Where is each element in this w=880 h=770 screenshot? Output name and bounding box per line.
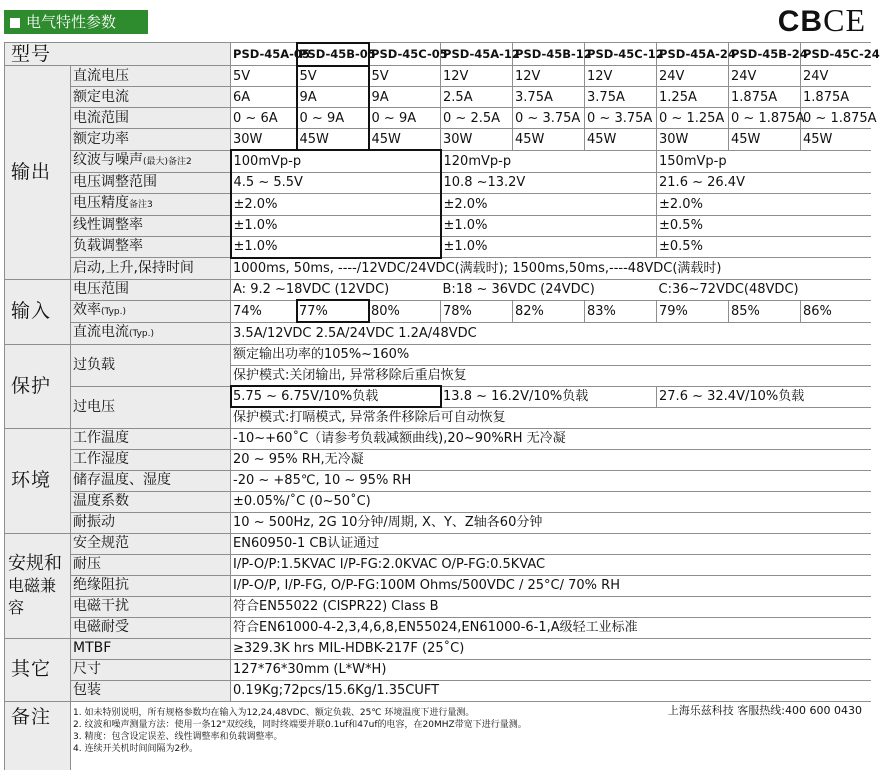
value-cell: 3.75A <box>585 87 657 108</box>
row-label: 耐振动 <box>71 512 231 533</box>
row-label-note: (Typ.) <box>129 328 155 339</box>
row-label-note: (最大)备注2 <box>143 156 192 167</box>
value-cell: 保护模式:关闭输出, 异常移除后重启恢复 <box>231 365 871 386</box>
value-cell: C:36~72VDC(48VDC) <box>657 279 871 300</box>
value-cell: 79% <box>657 300 729 322</box>
section-title: 电气特性参数 <box>26 13 117 31</box>
value-cell: 30W <box>231 129 297 151</box>
row-label-text: 直流电流 <box>73 323 129 340</box>
row-label: 电流范围 <box>71 108 231 129</box>
row-label: 电磁干扰 <box>71 596 231 617</box>
value-cell: 21.6 ~ 26.4V <box>657 172 871 193</box>
value-cell: 45W <box>513 129 585 151</box>
model-cell: PSD-45B-05 <box>297 43 369 66</box>
table-row <box>5 258 871 280</box>
value-cell: 符合EN61000-4-2,3,4,6,8,EN55024,EN61000-6-1,A级轻工业标准 <box>231 617 871 638</box>
value-cell: 0.19Kg;72pcs/15.6Kg/1.35CUFT <box>231 680 871 701</box>
value-cell: ±0.05%/˚C (0~50˚C) <box>231 491 871 512</box>
value-cell: 77% <box>297 300 369 322</box>
value-cell: 86% <box>801 300 871 322</box>
value-cell: 0 ~ 1.875A <box>729 108 801 129</box>
table-row <box>5 129 871 151</box>
value-cell: ±2.0% <box>657 193 871 215</box>
table-row <box>5 279 871 300</box>
table-row <box>5 659 871 680</box>
row-label: 负载调整率 <box>71 236 231 258</box>
value-cell: 12V <box>513 66 585 87</box>
table-row <box>5 491 871 512</box>
model-cell: PSD-45C-05 <box>369 43 441 66</box>
value-cell: 120mVp-p <box>441 150 657 172</box>
model-cell: PSD-45B-12 <box>513 43 585 66</box>
cb-logo: CB <box>777 5 824 38</box>
value-cell: 5V <box>369 66 441 87</box>
value-cell: 0 ~ 9A <box>297 108 369 129</box>
model-cell: PSD-45A-12 <box>441 43 513 66</box>
ce-logo: CE <box>823 2 866 38</box>
value-cell: -20 ~ +85℃, 10 ~ 95% RH <box>231 470 871 491</box>
table-row <box>5 87 871 108</box>
value-cell: 1000ms, 50ms, ----/12VDC/24VDC(满载时); 1500ms,50ms,----48VDC(满载时) <box>231 258 871 280</box>
value-cell: 13.8 ~ 16.2V/10%负载 <box>441 386 657 407</box>
value-cell: 4.5 ~ 5.5V <box>231 172 441 193</box>
value-cell: 27.6 ~ 32.4V/10%负载 <box>657 386 871 407</box>
row-label: 电磁耐受 <box>71 617 231 638</box>
category-safety-emc <box>5 533 71 638</box>
value-cell: 12V <box>441 66 513 87</box>
value-cell: I/P-O/P, I/P-FG, O/P-FG:100M Ohms/500VDC / 25°C/ 70% RH <box>231 575 871 596</box>
row-label: 电压范围 <box>71 279 231 300</box>
value-cell: 45W <box>369 129 441 151</box>
value-cell: 5V <box>231 66 297 87</box>
category-protection: 保护 <box>5 344 71 428</box>
table-row <box>5 150 871 172</box>
model-cell: PSD-45A-24 <box>657 43 729 66</box>
value-cell: -10~+60˚C（请参考负载减额曲线),20~90%RH 无冷凝 <box>231 428 871 449</box>
value-cell: 2.5A <box>441 87 513 108</box>
table-row <box>5 512 871 533</box>
value-cell: 24V <box>801 66 871 87</box>
value-cell: 85% <box>729 300 801 322</box>
table-row <box>5 575 871 596</box>
value-cell: 45W <box>297 129 369 151</box>
table-row <box>5 43 871 66</box>
value-cell: ±1.0% <box>231 215 441 236</box>
value-cell: 0 ~ 2.5A <box>441 108 513 129</box>
section-title-tag <box>4 10 148 34</box>
row-label <box>71 300 231 322</box>
row-label-text: 电压精度 <box>73 194 129 211</box>
table-row <box>5 596 871 617</box>
row-label: 尺寸 <box>71 659 231 680</box>
table-row <box>5 193 871 215</box>
square-icon <box>10 18 20 28</box>
row-label: 直流电压 <box>71 66 231 87</box>
value-cell: 100mVp-p <box>231 150 441 172</box>
row-label: 工作湿度 <box>71 449 231 470</box>
value-cell: 0 ~ 3.75A <box>513 108 585 129</box>
value-cell: 45W <box>801 129 871 151</box>
value-cell: 74% <box>231 300 297 322</box>
value-cell: ±2.0% <box>231 193 441 215</box>
value-cell: 6A <box>231 87 297 108</box>
table-row <box>5 66 871 87</box>
table-row <box>5 344 871 365</box>
table-row <box>5 322 871 344</box>
table-row <box>5 386 871 407</box>
row-label: 启动,上升,保持时间 <box>71 258 231 280</box>
value-cell: 45W <box>585 129 657 151</box>
value-cell: 额定输出功率的105%~160% <box>231 344 871 365</box>
category-input: 输入 <box>5 279 71 344</box>
model-cell: PSD-45A-05 <box>231 43 297 66</box>
table-row <box>5 236 871 258</box>
category-line: 安规和 <box>8 552 62 574</box>
value-cell: 符合EN55022 (CISPR22) Class B <box>231 596 871 617</box>
value-cell: EN60950-1 CB认证通过 <box>231 533 871 554</box>
value-cell: 保护模式:打嗝模式, 异常条件移除后可自动恢复 <box>231 407 871 428</box>
row-label: 线性调整率 <box>71 215 231 236</box>
value-cell: B:18 ~ 36VDC (24VDC) <box>441 279 657 300</box>
category-model: 型号 <box>5 43 231 66</box>
value-cell: ±1.0% <box>231 236 441 258</box>
table-row <box>5 638 871 659</box>
value-cell: 30W <box>657 129 729 151</box>
value-cell: 150mVp-p <box>657 150 871 172</box>
value-cell: ≥329.3K hrs MIL-HDBK-217F (25˚C) <box>231 638 871 659</box>
value-cell: I/P-O/P:1.5KVAC I/P-FG:2.0KVAC O/P-FG:0.5KVAC <box>231 554 871 575</box>
value-cell: ±2.0% <box>441 193 657 215</box>
row-label: 温度系数 <box>71 491 231 512</box>
value-cell: 45W <box>729 129 801 151</box>
note-line: 3. 精度：包含设定误差、线性调整率和负载调整率。 <box>73 731 283 742</box>
note-line: 4. 连续开关机时间间隔为2秒。 <box>73 743 199 754</box>
value-cell: 3.5A/12VDC 2.5A/24VDC 1.2A/48VDC <box>231 322 871 344</box>
value-cell: 80% <box>369 300 441 322</box>
note-line: 1. 如未特别说明，所有规格参数均在输入为12,24,48VDC、额定负载、25℃ 环境温度下进行量测。 <box>73 707 475 718</box>
row-label-note: 备注3 <box>129 199 153 210</box>
value-cell: 82% <box>513 300 585 322</box>
value-cell: ±0.5% <box>657 236 871 258</box>
value-cell: 1.875A <box>729 87 801 108</box>
table-row <box>5 533 871 554</box>
value-cell: ±1.0% <box>441 215 657 236</box>
value-cell: 0 ~ 9A <box>369 108 441 129</box>
value-cell: 10 ~ 500Hz, 2G 10分钟/周期, X、Y、Z轴各60分钟 <box>231 512 871 533</box>
category-line: 电磁兼容 <box>8 575 57 617</box>
row-label: 包装 <box>71 680 231 701</box>
model-cell: PSD-45C-12 <box>585 43 657 66</box>
value-cell: 0 ~ 1.875A <box>801 108 871 129</box>
row-label: 过负载 <box>71 344 231 386</box>
value-cell: 24V <box>729 66 801 87</box>
value-cell: ±0.5% <box>657 215 871 236</box>
value-cell: ±1.0% <box>441 236 657 258</box>
row-label-text: 效率 <box>73 301 101 318</box>
row-label <box>71 193 231 215</box>
value-cell: 0 ~ 1.25A <box>657 108 729 129</box>
value-cell: 1.25A <box>657 87 729 108</box>
row-label: 电压调整范围 <box>71 172 231 193</box>
table-row <box>5 300 871 322</box>
table-row <box>5 428 871 449</box>
row-label: 绝缘阻抗 <box>71 575 231 596</box>
row-label: 额定功率 <box>71 129 231 151</box>
value-cell: 20 ~ 95% RH,无冷凝 <box>231 449 871 470</box>
value-cell: 0 ~ 6A <box>231 108 297 129</box>
value-cell: 9A <box>369 87 441 108</box>
row-label: 耐压 <box>71 554 231 575</box>
model-cell: PSD-45C-24 <box>801 43 871 66</box>
row-label: 安全规范 <box>71 533 231 554</box>
value-cell: 30W <box>441 129 513 151</box>
table-row <box>5 617 871 638</box>
table-row <box>5 680 871 701</box>
spec-table <box>4 42 880 770</box>
value-cell: 12V <box>585 66 657 87</box>
row-label: MTBF <box>71 638 231 659</box>
value-cell: A: 9.2 ~18VDC (12VDC) <box>231 279 441 300</box>
certification-logo <box>778 2 866 39</box>
category-output: 输出 <box>5 66 71 280</box>
row-label: 额定电流 <box>71 87 231 108</box>
value-cell: 10.8 ~13.2V <box>441 172 657 193</box>
row-label: 储存温度、湿度 <box>71 470 231 491</box>
value-cell: 78% <box>441 300 513 322</box>
table-row <box>5 215 871 236</box>
table-row <box>5 108 871 129</box>
category-others: 其它 <box>5 638 71 701</box>
value-cell: 3.75A <box>513 87 585 108</box>
category-environment: 环境 <box>5 428 71 533</box>
value-cell: 83% <box>585 300 657 322</box>
row-label <box>71 150 231 172</box>
row-label: 过电压 <box>71 386 231 428</box>
hotline: 上海乐兹科技 客服热线:400 600 0430 <box>667 704 862 717</box>
value-cell: 9A <box>297 87 369 108</box>
table-row <box>5 449 871 470</box>
value-cell: 127*76*30mm (L*W*H) <box>231 659 871 680</box>
row-label <box>71 322 231 344</box>
value-cell: 24V <box>657 66 729 87</box>
row-label: 工作温度 <box>71 428 231 449</box>
row-label-text: 纹波与噪声 <box>73 151 143 168</box>
table-row <box>5 470 871 491</box>
row-label-note: (Typ.) <box>101 306 127 317</box>
table-row <box>5 554 871 575</box>
value-cell: 0 ~ 3.75A <box>585 108 657 129</box>
category-notes: 备注 <box>5 701 71 770</box>
model-cell: PSD-45B-24 <box>729 43 801 66</box>
value-cell: 5V <box>297 66 369 87</box>
note-line: 2. 纹波和噪声测量方法：使用一条12"双绞线，同时终端要并联0.1uf和47uf的电容，在20MHZ带宽下进行量测。 <box>73 719 527 730</box>
table-row <box>5 172 871 193</box>
value-cell: 1.875A <box>801 87 871 108</box>
value-cell: 5.75 ~ 6.75V/10%负载 <box>231 386 441 407</box>
